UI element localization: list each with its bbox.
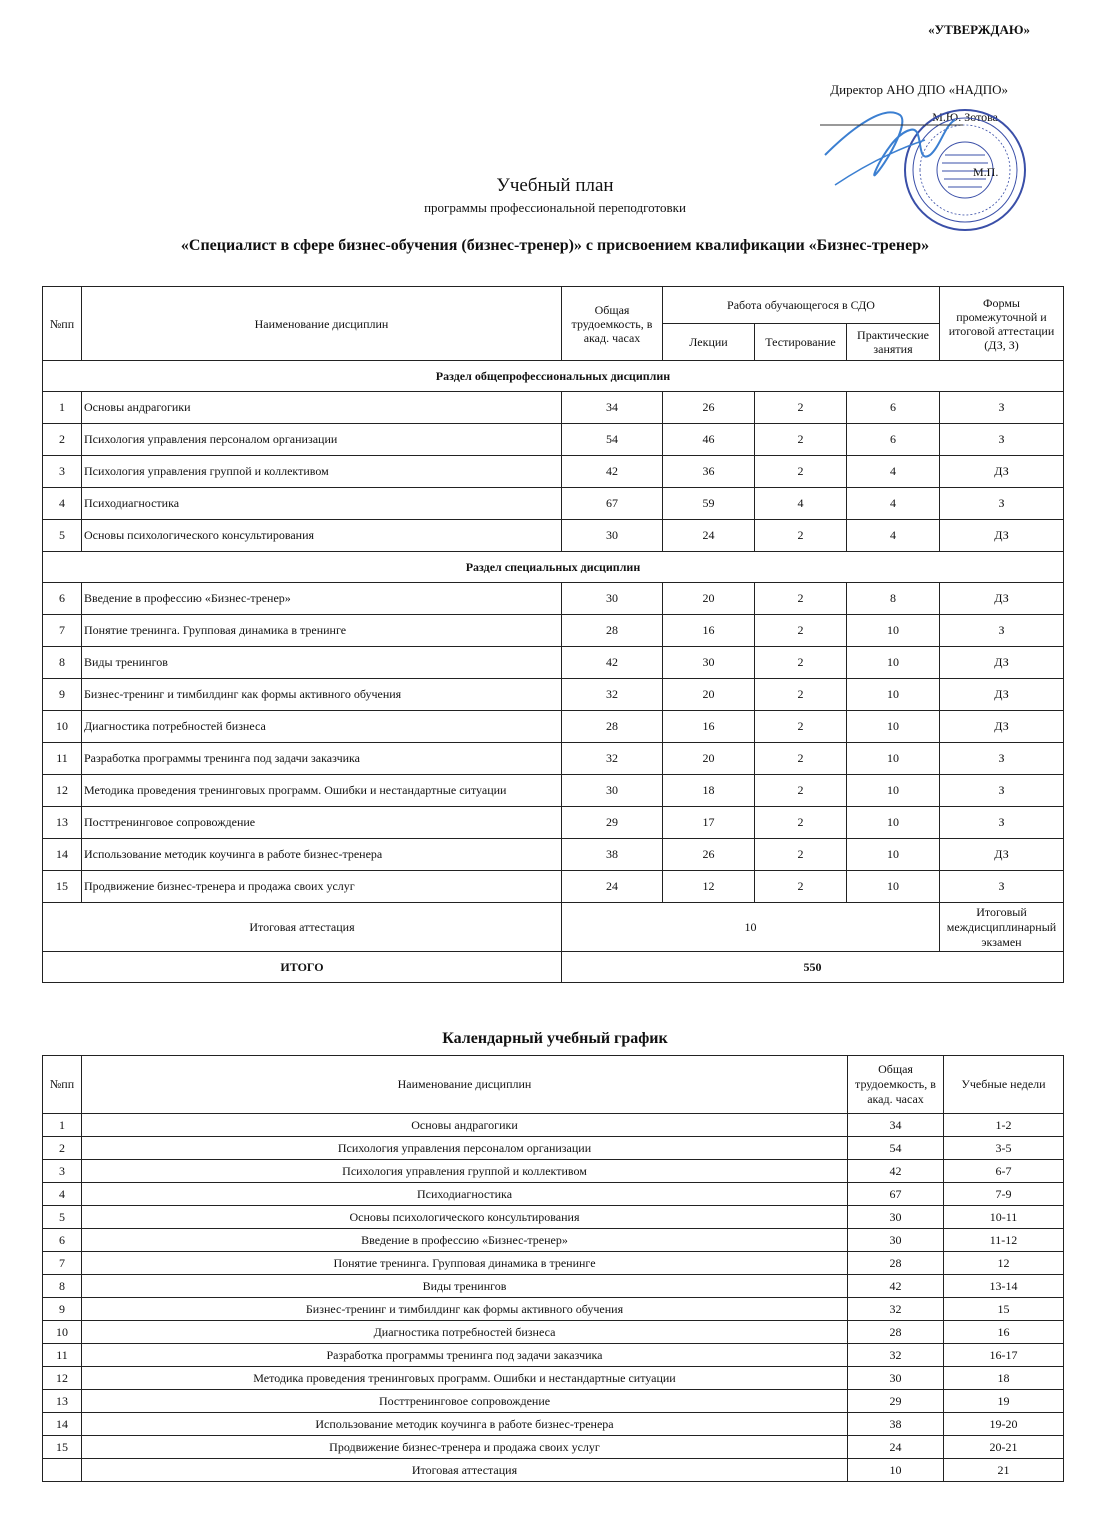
row-number: 5 [43, 520, 82, 552]
discipline-name: Основы андрагогики [82, 392, 562, 424]
lecture-hours: 30 [663, 647, 755, 679]
testing-hours: 4 [755, 488, 847, 520]
header-testing: Тестирование [755, 324, 847, 361]
calendar-body [43, 1114, 1064, 1482]
calendar-row [43, 1344, 1064, 1367]
study-weeks: 6-7 [944, 1160, 1064, 1183]
practice-hours: 4 [847, 488, 940, 520]
assessment-form: З [940, 807, 1064, 839]
calendar-row [43, 1160, 1064, 1183]
program-title: «Специалист в сфере бизнес-обучения (бизнес-тренер)» с присвоением квалификации «Бизнес-тренер» [180, 237, 930, 254]
total-hours: 30 [562, 775, 663, 807]
calendar-row [43, 1459, 1064, 1482]
total-hours: 30 [562, 520, 663, 552]
discipline-name: Разработка программы тренинга под задачи заказчика [82, 743, 562, 775]
discipline-name: Бизнес-тренинг и тимбилдинг как формы активного обучения [82, 679, 562, 711]
lecture-hours: 12 [663, 871, 755, 903]
practice-hours: 10 [847, 807, 940, 839]
row-number [43, 1459, 82, 1482]
row-number: 6 [43, 1229, 82, 1252]
discipline-name: Виды тренингов [82, 647, 562, 679]
row-number: 14 [43, 839, 82, 871]
calendar-row [43, 1275, 1064, 1298]
total-hours: 42 [848, 1160, 944, 1183]
row-number: 2 [43, 424, 82, 456]
calendar-row [43, 1298, 1064, 1321]
row-number: 15 [43, 871, 82, 903]
practice-hours: 10 [847, 615, 940, 647]
calendar-row [43, 1114, 1064, 1137]
calendar-table [42, 1055, 1064, 1482]
practice-hours: 4 [847, 456, 940, 488]
calendar-row [43, 1321, 1064, 1344]
total-hours: 28 [562, 711, 663, 743]
testing-hours: 2 [755, 615, 847, 647]
discipline-name: Основы андрагогики [82, 1114, 848, 1137]
total-hours: 29 [848, 1390, 944, 1413]
table-row [43, 520, 1064, 552]
total-row [43, 952, 1064, 983]
discipline-name: Введение в профессию «Бизнес-тренер» [82, 1229, 848, 1252]
testing-hours: 2 [755, 711, 847, 743]
practice-hours: 10 [847, 647, 940, 679]
lecture-hours: 20 [663, 583, 755, 615]
study-weeks: 3-5 [944, 1137, 1064, 1160]
total-label: ИТОГО [43, 952, 562, 983]
discipline-name: Виды тренингов [82, 1275, 848, 1298]
lecture-hours: 26 [663, 392, 755, 424]
document-title: Учебный план [496, 175, 614, 196]
cal-header-number: №пп [43, 1056, 82, 1114]
study-weeks: 12 [944, 1252, 1064, 1275]
total-hours: 28 [848, 1321, 944, 1344]
cal-header-weeks: Учебные недели [944, 1056, 1064, 1114]
final-attestation-label: Итоговая аттестация [43, 903, 562, 952]
table-row [43, 456, 1064, 488]
assessment-form: ДЗ [940, 679, 1064, 711]
calendar-row [43, 1367, 1064, 1390]
calendar-row [43, 1183, 1064, 1206]
testing-hours: 2 [755, 743, 847, 775]
total-hours: 38 [562, 839, 663, 871]
testing-hours: 2 [755, 583, 847, 615]
discipline-name: Психология управления группой и коллективом [82, 1160, 848, 1183]
total-hours: 10 [848, 1459, 944, 1482]
table-row [43, 392, 1064, 424]
assessment-form: З [940, 775, 1064, 807]
total-hours: 32 [562, 743, 663, 775]
discipline-name: Психология управления группой и коллективом [82, 456, 562, 488]
total-hours: 67 [848, 1183, 944, 1206]
row-number: 4 [43, 1183, 82, 1206]
table-row [43, 711, 1064, 743]
total-hours: 28 [562, 615, 663, 647]
study-weeks: 21 [944, 1459, 1064, 1482]
total-hours: 24 [562, 871, 663, 903]
row-number: 9 [43, 679, 82, 711]
discipline-name: Разработка программы тренинга под задачи заказчика [82, 1344, 848, 1367]
total-hours: 42 [562, 647, 663, 679]
discipline-name: Диагностика потребностей бизнеса [82, 1321, 848, 1344]
total-hours: 28 [848, 1252, 944, 1275]
study-weeks: 19 [944, 1390, 1064, 1413]
lecture-hours: 18 [663, 775, 755, 807]
row-number: 11 [43, 1344, 82, 1367]
total-hours: 34 [562, 392, 663, 424]
row-number: 2 [43, 1137, 82, 1160]
study-weeks: 11-12 [944, 1229, 1064, 1252]
header-work: Работа обучающегося в СДО [663, 287, 940, 324]
total-hours: 32 [562, 679, 663, 711]
row-number: 8 [43, 1275, 82, 1298]
calendar-row [43, 1436, 1064, 1459]
final-attestation-form: Итоговый междисциплинарный экзамен [940, 903, 1064, 952]
assessment-form: З [940, 743, 1064, 775]
lecture-hours: 26 [663, 839, 755, 871]
total-hours: 38 [848, 1413, 944, 1436]
calendar-row [43, 1413, 1064, 1436]
seal-mark-label: М.П. [973, 165, 999, 179]
row-number: 5 [43, 1206, 82, 1229]
lecture-hours: 46 [663, 424, 755, 456]
study-weeks: 16 [944, 1321, 1064, 1344]
section-title: Раздел общепрофессиональных дисциплин [43, 361, 1064, 392]
calendar-row [43, 1206, 1064, 1229]
row-number: 10 [43, 1321, 82, 1344]
row-number: 14 [43, 1413, 82, 1436]
row-number: 12 [43, 775, 82, 807]
testing-hours: 2 [755, 775, 847, 807]
study-weeks: 15 [944, 1298, 1064, 1321]
testing-hours: 2 [755, 807, 847, 839]
study-weeks: 10-11 [944, 1206, 1064, 1229]
total-hours: 30 [562, 583, 663, 615]
practice-hours: 4 [847, 520, 940, 552]
discipline-name: Бизнес-тренинг и тимбилдинг как формы активного обучения [82, 1298, 848, 1321]
total-hours: 32 [848, 1298, 944, 1321]
table-row [43, 679, 1064, 711]
practice-hours: 8 [847, 583, 940, 615]
testing-hours: 2 [755, 424, 847, 456]
discipline-name: Итоговая аттестация [82, 1459, 848, 1482]
discipline-name: Диагностика потребностей бизнеса [82, 711, 562, 743]
assessment-form: З [940, 615, 1064, 647]
study-weeks: 19-20 [944, 1413, 1064, 1436]
calendar-row [43, 1137, 1064, 1160]
practice-hours: 10 [847, 839, 940, 871]
table-row [43, 583, 1064, 615]
calendar-title: Календарный учебный график [442, 1030, 668, 1047]
practice-hours: 10 [847, 775, 940, 807]
discipline-name: Продвижение бизнес-тренера и продажа своих услуг [82, 871, 562, 903]
row-number: 13 [43, 807, 82, 839]
testing-hours: 2 [755, 839, 847, 871]
curriculum-body [43, 361, 1064, 983]
assessment-form: ДЗ [940, 647, 1064, 679]
discipline-name: Основы психологического консультирования [82, 1206, 848, 1229]
assessment-form: ДЗ [940, 839, 1064, 871]
study-weeks: 16-17 [944, 1344, 1064, 1367]
curriculum-table [42, 286, 1064, 983]
lecture-hours: 20 [663, 679, 755, 711]
total-hours: 67 [562, 488, 663, 520]
discipline-name: Посттренинговое сопровождение [82, 1390, 848, 1413]
practice-hours: 10 [847, 743, 940, 775]
row-number: 4 [43, 488, 82, 520]
assessment-form: ДЗ [940, 520, 1064, 552]
row-number: 7 [43, 615, 82, 647]
table-row [43, 743, 1064, 775]
calendar-row [43, 1252, 1064, 1275]
study-weeks: 1-2 [944, 1114, 1064, 1137]
discipline-name: Психодиагностика [82, 488, 562, 520]
lecture-hours: 16 [663, 615, 755, 647]
calendar-row [43, 1229, 1064, 1252]
discipline-name: Введение в профессию «Бизнес-тренер» [82, 583, 562, 615]
testing-hours: 2 [755, 456, 847, 488]
row-number: 7 [43, 1252, 82, 1275]
row-number: 1 [43, 1114, 82, 1137]
header-forms: Формы промежуточной и итоговой аттестации (ДЗ, З) [940, 287, 1064, 361]
header-practice: Практические занятия [847, 324, 940, 361]
table-row [43, 424, 1064, 456]
testing-hours: 2 [755, 392, 847, 424]
table-row [43, 839, 1064, 871]
total-hours-value: 550 [562, 952, 1064, 983]
table-row [43, 488, 1064, 520]
row-number: 9 [43, 1298, 82, 1321]
table-row [43, 647, 1064, 679]
total-hours: 54 [848, 1137, 944, 1160]
discipline-name: Использование методик коучинга в работе бизнес-тренера [82, 839, 562, 871]
discipline-name: Методика проведения тренинговых программ. Ошибки и нестандартные ситуации [82, 1367, 848, 1390]
calendar-row [43, 1390, 1064, 1413]
table-row [43, 615, 1064, 647]
testing-hours: 2 [755, 520, 847, 552]
study-weeks: 7-9 [944, 1183, 1064, 1206]
final-attestation-row [43, 903, 1064, 952]
study-weeks: 18 [944, 1367, 1064, 1390]
practice-hours: 6 [847, 424, 940, 456]
total-hours: 30 [848, 1206, 944, 1229]
row-number: 6 [43, 583, 82, 615]
header-lectures: Лекции [663, 324, 755, 361]
discipline-name: Продвижение бизнес-тренера и продажа своих услуг [82, 1436, 848, 1459]
total-hours: 30 [848, 1229, 944, 1252]
assessment-form: З [940, 488, 1064, 520]
discipline-name: Понятие тренинга. Групповая динамика в тренинге [82, 1252, 848, 1275]
row-number: 11 [43, 743, 82, 775]
practice-hours: 10 [847, 871, 940, 903]
practice-hours: 6 [847, 392, 940, 424]
approval-label: «УТВЕРЖДАЮ» [928, 22, 1030, 37]
header-total-hours: Общая трудоемкость, в акад. часах [562, 287, 663, 361]
row-number: 1 [43, 392, 82, 424]
total-hours: 30 [848, 1367, 944, 1390]
discipline-name: Психология управления персоналом организации [82, 424, 562, 456]
cal-header-discipline: Наименование дисциплин [82, 1056, 848, 1114]
discipline-name: Психодиагностика [82, 1183, 848, 1206]
row-number: 13 [43, 1390, 82, 1413]
practice-hours: 10 [847, 679, 940, 711]
testing-hours: 2 [755, 679, 847, 711]
practice-hours: 10 [847, 711, 940, 743]
section-title: Раздел специальных дисциплин [43, 552, 1064, 583]
total-hours: 32 [848, 1344, 944, 1367]
document-subtitle: программы профессиональной переподготовки [424, 200, 686, 215]
table-row [43, 871, 1064, 903]
testing-hours: 2 [755, 871, 847, 903]
discipline-name: Посттренинговое сопровождение [82, 807, 562, 839]
total-hours: 42 [848, 1275, 944, 1298]
section-general [43, 361, 1064, 392]
row-number: 15 [43, 1436, 82, 1459]
section-special [43, 552, 1064, 583]
row-number: 10 [43, 711, 82, 743]
table-row [43, 775, 1064, 807]
discipline-name: Методика проведения тренинговых программ. Ошибки и нестандартные ситуации [82, 775, 562, 807]
assessment-form: ДЗ [940, 583, 1064, 615]
total-hours: 42 [562, 456, 663, 488]
assessment-form: З [940, 392, 1064, 424]
assessment-form: З [940, 871, 1064, 903]
testing-hours: 2 [755, 647, 847, 679]
director-title: Директор АНО ДПО «НАДПО» [830, 82, 1008, 97]
lecture-hours: 59 [663, 488, 755, 520]
lecture-hours: 17 [663, 807, 755, 839]
total-hours: 34 [848, 1114, 944, 1137]
header-number: №пп [43, 287, 82, 361]
lecture-hours: 36 [663, 456, 755, 488]
director-name: М.Ю. Зотова [932, 110, 998, 124]
cal-header-total: Общая трудоемкость, в акад. часах [848, 1056, 944, 1114]
total-hours: 24 [848, 1436, 944, 1459]
assessment-form: ДЗ [940, 711, 1064, 743]
discipline-name: Использование методик коучинга в работе бизнес-тренера [82, 1413, 848, 1436]
header-discipline: Наименование дисциплин [82, 287, 562, 361]
row-number: 3 [43, 1160, 82, 1183]
row-number: 3 [43, 456, 82, 488]
assessment-form: ДЗ [940, 456, 1064, 488]
total-hours: 54 [562, 424, 663, 456]
row-number: 12 [43, 1367, 82, 1390]
lecture-hours: 16 [663, 711, 755, 743]
discipline-name: Понятие тренинга. Групповая динамика в тренинге [82, 615, 562, 647]
lecture-hours: 24 [663, 520, 755, 552]
table-row [43, 807, 1064, 839]
row-number: 8 [43, 647, 82, 679]
study-weeks: 20-21 [944, 1436, 1064, 1459]
discipline-name: Основы психологического консультирования [82, 520, 562, 552]
final-attestation-hours: 10 [562, 903, 940, 952]
discipline-name: Психология управления персоналом организации [82, 1137, 848, 1160]
assessment-form: З [940, 424, 1064, 456]
study-weeks: 13-14 [944, 1275, 1064, 1298]
total-hours: 29 [562, 807, 663, 839]
lecture-hours: 20 [663, 743, 755, 775]
